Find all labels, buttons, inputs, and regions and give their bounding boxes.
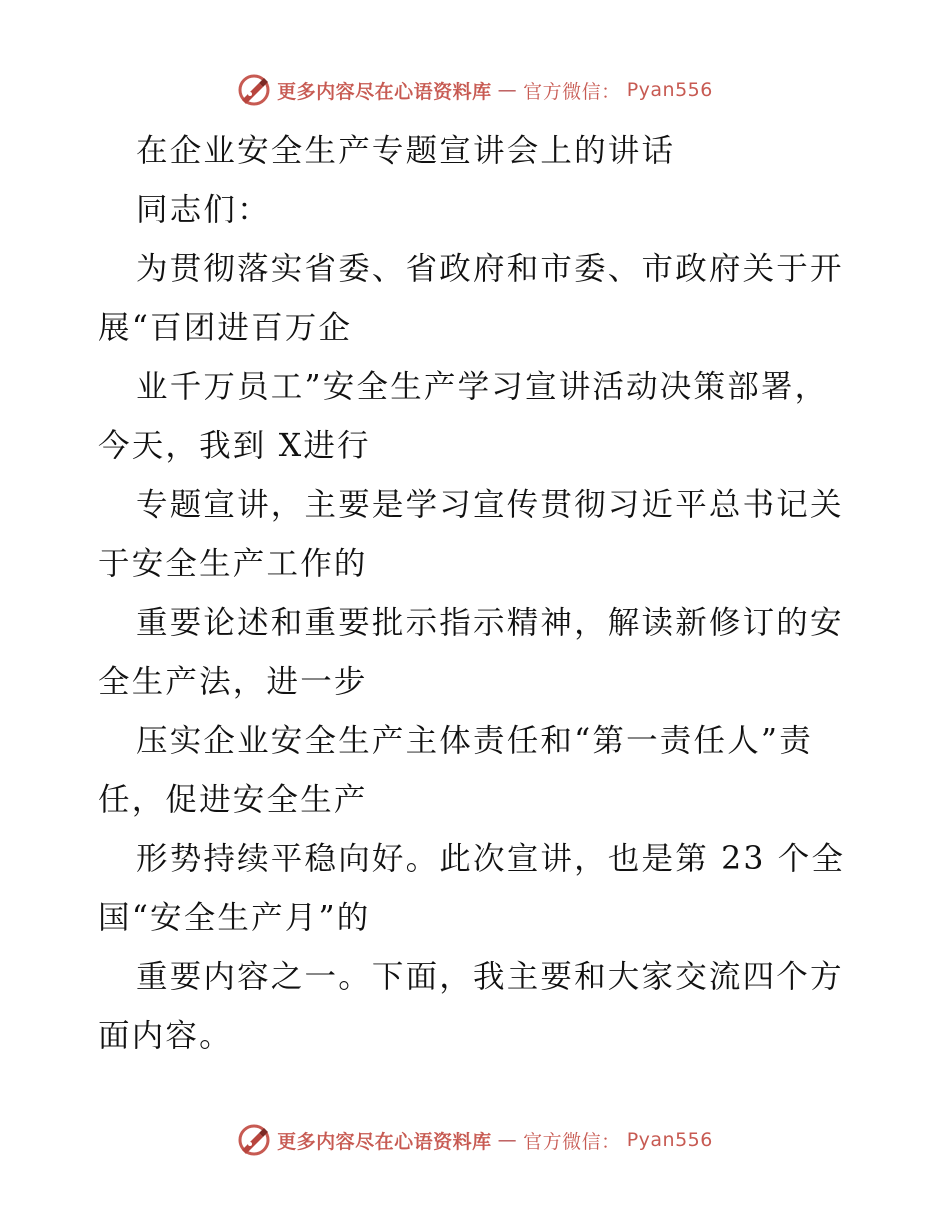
body-line: 任，促进安全生产 [98,782,368,818]
watermark-title: 更多内容尽在心语资料库 [277,1130,492,1153]
pen-nib-logo-icon [237,1123,271,1157]
body-line: 重要内容之一。下面，我主要和大家交流四个方 [136,959,844,995]
document-title: 在企业安全生产专题宣讲会上的讲话 [136,133,676,169]
body-line: 展“百团进百万企 [98,310,353,346]
body-line: 专题宣讲，主要是学习宣传贯彻习近平总书记关 [136,487,844,523]
watermark-separator: — [497,1129,518,1151]
footer-watermark [0,1120,950,1160]
watermark-contact-handle: Pyan556 [626,1129,713,1151]
body-line: 今天，我到 X进行 [98,428,371,464]
body-line: 压实企业安全生产主体责任和“第一责任人”责 [136,723,813,759]
watermark-contact-label: 官方微信： [523,1130,621,1153]
header-watermark [0,70,950,110]
body-line: 全生产法，进一步 [98,664,368,700]
body-line: 于安全生产工作的 [98,546,368,582]
body-line: 重要论述和重要批示指示精神，解读新修订的安 [136,605,844,641]
watermark-title: 更多内容尽在心语资料库 [277,80,492,103]
watermark-separator: — [497,79,518,101]
salutation: 同志们： [136,192,271,228]
body-line: 形势持续平稳向好。此次宣讲，也是第 23 个全 [136,841,846,877]
body-line: 国“安全生产月”的 [98,900,371,936]
body-line: 面内容。 [98,1018,233,1054]
body-line: 业千万员工”安全生产学习宣讲活动决策部署， [136,369,829,405]
watermark-contact-label: 官方微信： [523,80,621,103]
watermark-contact-handle: Pyan556 [626,79,713,101]
body-line: 为贯彻落实省委、省政府和市委、市政府关于开 [136,251,844,287]
document-body [98,122,858,1066]
pen-nib-logo-icon [237,73,271,107]
